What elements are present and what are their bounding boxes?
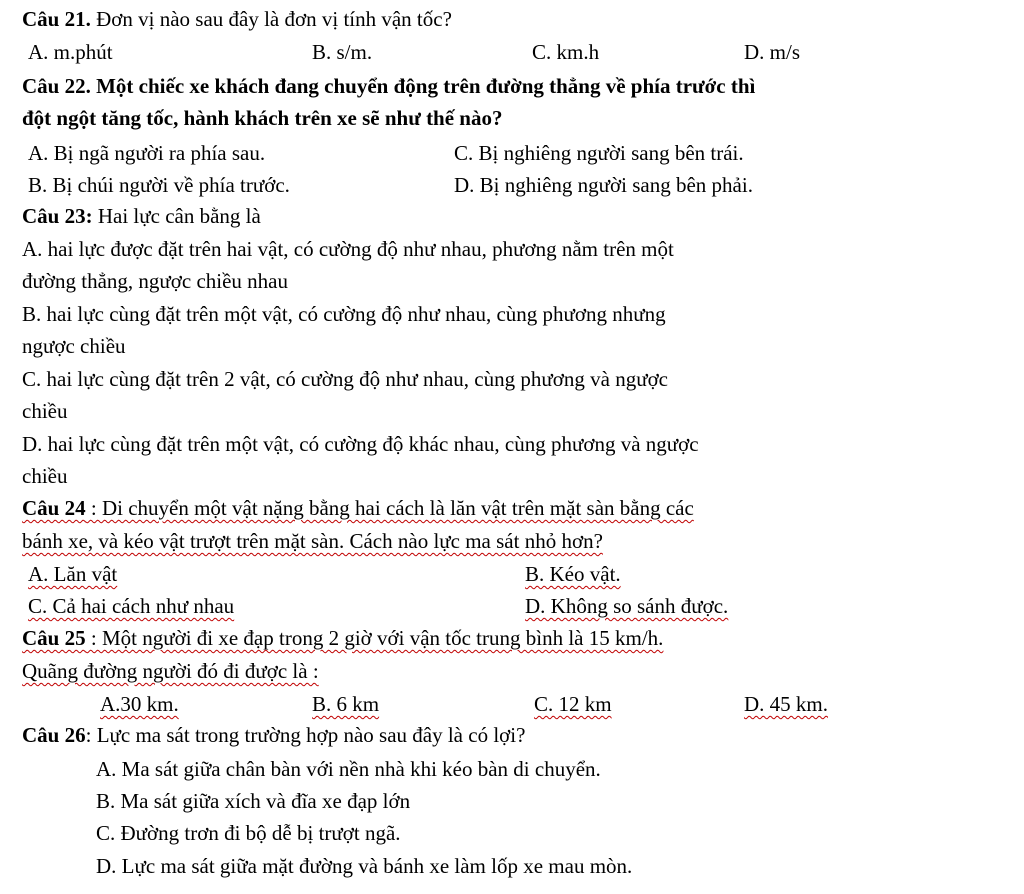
q21-number: Câu 21. — [22, 7, 91, 31]
q24-options-row1 — [22, 561, 1012, 589]
q25-option-a: A.30 km. — [100, 692, 179, 716]
q24-option-d: D. Không so sánh được. — [525, 594, 729, 618]
q24-number: Câu 24 — [22, 496, 86, 520]
q21-stem — [22, 6, 1012, 34]
q23-stem — [22, 203, 1012, 231]
q23-option-c-line1: C. hai lực cùng đặt trên 2 vật, có cường độ như nhau, cùng phương và ngược — [22, 367, 668, 391]
q26-stem — [22, 722, 1012, 750]
q22-stem-line1 — [22, 73, 1012, 101]
q24-option-c: C. Cả hai cách như nhau — [28, 594, 235, 618]
q21-option-b: B. s/m. — [312, 40, 373, 64]
q23-option-d-line1: D. hai lực cùng đặt trên một vật, có cường độ khác nhau, cùng phương và ngược — [22, 432, 699, 456]
q22-number: Câu 22. — [22, 74, 91, 98]
q23-number: Câu 23: — [22, 204, 93, 228]
q26-text: : Lực ma sát trong trường hợp nào sau đây là có lợi? — [85, 723, 526, 747]
q23-option-d-line2: chiều — [22, 464, 68, 488]
q21-options — [22, 39, 1012, 67]
q21-option-d: D. m/s — [744, 40, 801, 64]
q23-option-b-line2: ngược chiều — [22, 334, 126, 358]
q26-option-c: C. Đường trơn đi bộ dễ bị trượt ngã. — [96, 821, 401, 845]
q25-text-line1: : Một người đi xe đạp trong 2 giờ với vận tốc trung bình là 15 km/h. — [85, 626, 664, 650]
q23-option-a-line1: A. hai lực được đặt trên hai vật, có cường độ như nhau, phương nằm trên một — [22, 237, 674, 261]
q21-text: Đơn vị nào sau đây là đơn vị tính vận tốc? — [90, 7, 452, 31]
q25-options — [22, 691, 1012, 719]
q25-option-b: B. 6 km — [312, 692, 380, 716]
q26-option-a: A. Ma sát giữa chân bàn với nền nhà khi kéo bàn di chuyển. — [96, 757, 601, 781]
q22-option-b: B. Bị chúi người về phía trước. — [28, 173, 290, 197]
q23-text: Hai lực cân bằng là — [92, 204, 261, 228]
q24-stem-line1 — [22, 495, 1012, 523]
q23-option-c-line2: chiều — [22, 399, 68, 423]
q25-option-c: C. 12 km — [534, 692, 612, 716]
q22-option-d: D. Bị nghiêng người sang bên phải. — [454, 173, 753, 197]
q24-stem-line2 — [22, 528, 1012, 556]
q22-stem-line2 — [22, 105, 1012, 133]
q23-option-a-line2: đường thẳng, ngược chiều nhau — [22, 269, 288, 293]
q25-number: Câu 25 — [22, 626, 86, 650]
q22-options-row2 — [22, 172, 1012, 200]
q22-option-a: A. Bị ngã người ra phía sau. — [28, 141, 266, 165]
q22-text-line1: Một chiếc xe khách đang chuyển động trên đường thẳng về phía trước thì — [90, 74, 756, 98]
q24-text-line1: : Di chuyển một vật nặng bằng hai cách là lăn vật trên mặt sàn bằng các — [85, 496, 694, 520]
q25-option-d: D. 45 km. — [744, 692, 828, 716]
q24-option-a: A. Lăn vật — [28, 562, 118, 586]
q26-option-b: B. Ma sát giữa xích và đĩa xe đạp lớn — [96, 789, 411, 813]
q22-option-c: C. Bị nghiêng người sang bên trái. — [454, 141, 744, 165]
q22-text-line2: đột ngột tăng tốc, hành khách trên xe sẽ như thế nào? — [22, 106, 503, 130]
q25-stem-line1 — [22, 625, 1012, 653]
q24-options-row2 — [22, 593, 1012, 621]
q21-option-a: A. m.phút — [28, 40, 113, 64]
q22-options-row1 — [22, 140, 1012, 168]
q25-stem-line2 — [22, 658, 1012, 686]
q24-option-b: B. Kéo vật. — [525, 562, 621, 586]
q26-number: Câu 26 — [22, 723, 86, 747]
q21-option-c: C. km.h — [532, 40, 600, 64]
q25-text-line2: Quãng đường người đó đi được là : — [22, 659, 319, 683]
q26-option-d: D. Lực ma sát giữa mặt đường và bánh xe làm lốp xe mau mòn. — [96, 854, 633, 878]
q23-option-b-line1: B. hai lực cùng đặt trên một vật, có cường độ như nhau, cùng phương nhưng — [22, 302, 666, 326]
q24-text-line2: bánh xe, và kéo vật trượt trên mặt sàn. Cách nào lực ma sát nhỏ hơn? — [22, 529, 603, 553]
